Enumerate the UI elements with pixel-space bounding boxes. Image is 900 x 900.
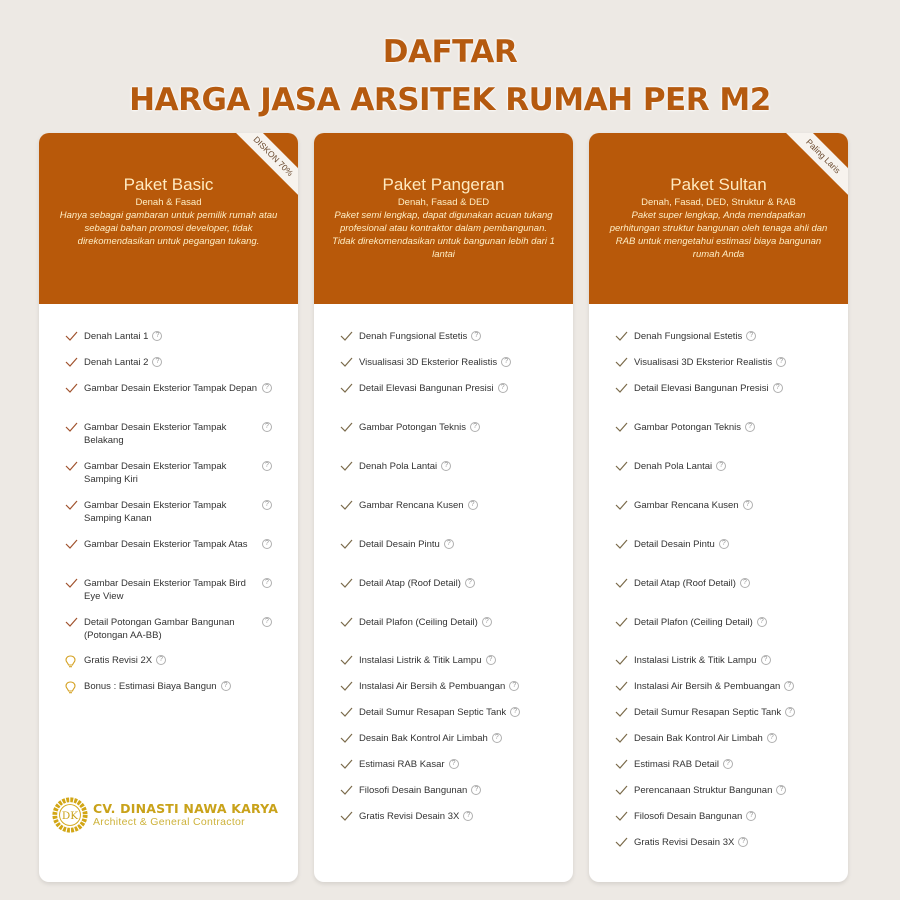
best-seller-ribbon: Paling Laris (777, 133, 848, 202)
feature-item (615, 499, 753, 514)
feature-label: Gambar Potongan Teknis (634, 422, 742, 433)
feature-label: Visualisasi 3D Eksterior Realistis (634, 357, 773, 368)
check-icon (340, 461, 354, 475)
help-icon[interactable]: ? (509, 681, 519, 691)
feature-label: Gambar Potongan Teknis (359, 422, 467, 433)
feature-item (65, 538, 272, 553)
feature-item (65, 356, 162, 371)
feature-item (615, 836, 748, 851)
help-icon[interactable]: ? (757, 617, 767, 627)
check-icon (65, 617, 79, 631)
check-icon (615, 500, 629, 514)
check-icon (340, 759, 354, 773)
lightbulb-icon (65, 655, 79, 672)
check-icon (340, 617, 354, 631)
help-icon[interactable]: ? (262, 617, 272, 627)
feature-label: Gambar Desain Eksterior Tampak Samping Kiri (84, 461, 227, 485)
feature-label: Gambar Rencana Kusen (359, 500, 464, 511)
feature-label: Filosofi Desain Bangunan (359, 785, 468, 796)
title-line-1: DAFTAR (382, 34, 518, 70)
feature-item (65, 499, 272, 525)
check-icon (340, 331, 354, 345)
feature-label: Detail Elevasi Bangunan Presisi (359, 383, 494, 394)
help-icon[interactable]: ? (740, 578, 750, 588)
feature-item (340, 330, 481, 345)
svg-text:DK: DK (61, 809, 79, 822)
check-icon (65, 539, 79, 553)
feature-label: Denah Lantai 2 (84, 357, 149, 368)
check-icon (615, 837, 629, 851)
package-header (314, 133, 573, 304)
feature-label: Detail Potongan Gambar Bangunan (Potongan AA-BB) (84, 617, 235, 641)
feature-label: Detail Desain Pintu (359, 539, 440, 550)
check-icon (340, 500, 354, 514)
check-icon (615, 681, 629, 695)
feature-label: Instalasi Listrik & Titik Lampu (634, 655, 757, 666)
help-icon[interactable]: ? (152, 331, 162, 341)
feature-label: Estimasi RAB Kasar (359, 759, 445, 770)
feature-label: Detail Desain Pintu (634, 539, 715, 550)
package-subtitle: Denah, Fasad, DED, Struktur & RAB (641, 197, 796, 208)
feature-label: Gratis Revisi Desain 3X (359, 811, 460, 822)
logo-mark-icon (51, 796, 89, 834)
help-icon[interactable]: ? (262, 383, 272, 393)
check-icon (65, 461, 79, 475)
feature-label: Desain Bak Kontrol Air Limbah (634, 733, 763, 744)
help-icon[interactable]: ? (761, 655, 771, 665)
help-icon[interactable]: ? (449, 759, 459, 769)
feature-item (615, 680, 794, 695)
feature-label: Detail Plafon (Ceiling Detail) (359, 617, 478, 628)
package-description: Paket semi lengkap, dapat digunakan acuan tukang profesional atau kontraktor dalam pembangunan. Tidak direkomendasikan untuk bangunan lebih dari 1 lantai (332, 210, 555, 260)
check-icon (615, 578, 629, 592)
feature-item (65, 577, 272, 603)
feature-item (340, 499, 478, 514)
lightbulb-icon (65, 681, 79, 698)
company-logo (51, 796, 278, 834)
help-icon[interactable]: ? (767, 733, 777, 743)
package-header (39, 133, 298, 304)
feature-item (615, 810, 756, 825)
feature-item (340, 538, 454, 553)
help-icon[interactable]: ? (738, 837, 748, 847)
feature-label: Gambar Rencana Kusen (634, 500, 739, 511)
feature-item (340, 460, 451, 475)
check-icon (65, 578, 79, 592)
check-icon (615, 655, 629, 669)
help-icon[interactable]: ? (471, 785, 481, 795)
feature-label: Detail Plafon (Ceiling Detail) (634, 617, 753, 628)
feature-item (340, 680, 519, 695)
check-icon (340, 785, 354, 799)
help-icon[interactable]: ? (776, 357, 786, 367)
feature-label: Detail Elevasi Bangunan Presisi (634, 383, 769, 394)
help-icon[interactable]: ? (776, 785, 786, 795)
check-icon (65, 422, 79, 436)
check-icon (615, 539, 629, 553)
package-title: Paket Pangeran (382, 175, 505, 194)
help-icon[interactable]: ? (262, 539, 272, 549)
help-icon[interactable]: ? (468, 500, 478, 510)
discount-ribbon: DISKON 70% (227, 133, 298, 202)
check-icon (615, 733, 629, 747)
help-icon[interactable]: ? (471, 331, 481, 341)
feature-item (340, 810, 473, 825)
title-line-2: HARGA JASA ARSITEK RUMAH PER M2 (129, 82, 771, 118)
check-icon (340, 681, 354, 695)
package-description: Hanya sebagai gambaran untuk pemilik rumah atau sebagai bahan promosi developer, tidak direkomendasikan untuk pegangan tukang. (59, 210, 278, 247)
help-icon[interactable]: ? (262, 422, 272, 432)
help-icon[interactable]: ? (492, 733, 502, 743)
feature-label: Perencanaan Struktur Bangunan (634, 785, 773, 796)
feature-item (340, 356, 511, 371)
help-icon[interactable]: ? (152, 357, 162, 367)
check-icon (340, 357, 354, 371)
feature-item (615, 732, 777, 747)
check-icon (65, 500, 79, 514)
feature-label: Detail Atap (Roof Detail) (634, 578, 736, 589)
feature-label: Instalasi Air Bersih & Pembuangan (634, 681, 781, 692)
feature-label: Gratis Revisi 2X (84, 655, 153, 666)
check-icon (65, 357, 79, 371)
feature-item (615, 616, 767, 631)
feature-item (615, 784, 786, 799)
feature-item (615, 654, 771, 669)
help-icon[interactable]: ? (784, 681, 794, 691)
feature-label: Visualisasi 3D Eksterior Realistis (359, 357, 498, 368)
feature-item (340, 758, 459, 773)
feature-item (615, 382, 783, 397)
feature-item (340, 616, 492, 631)
package-title: Paket Basic (123, 175, 214, 194)
package-subtitle: Denah & Fasad (135, 197, 202, 208)
check-icon (340, 655, 354, 669)
feature-label: Gambar Desain Eksterior Tampak Samping Kanan (84, 500, 227, 524)
help-icon[interactable]: ? (785, 707, 795, 717)
help-icon[interactable]: ? (262, 500, 272, 510)
feature-item (65, 382, 272, 397)
feature-item (615, 758, 733, 773)
feature-item (340, 784, 481, 799)
feature-item (615, 330, 756, 345)
help-icon[interactable]: ? (262, 578, 272, 588)
help-icon[interactable]: ? (444, 539, 454, 549)
check-icon (340, 422, 354, 436)
help-icon[interactable]: ? (465, 578, 475, 588)
check-icon (615, 811, 629, 825)
help-icon[interactable]: ? (470, 422, 480, 432)
check-icon (615, 422, 629, 436)
feature-item (65, 330, 162, 345)
help-icon[interactable]: ? (745, 422, 755, 432)
feature-label: Denah Fungsional Estetis (359, 331, 468, 342)
feature-label: Gambar Desain Eksterior Tampak Bird Eye View (84, 578, 246, 602)
help-icon[interactable]: ? (156, 655, 166, 665)
feature-label: Instalasi Listrik & Titik Lampu (359, 655, 482, 666)
help-icon[interactable]: ? (723, 759, 733, 769)
feature-label: Gambar Desain Eksterior Tampak Depan (84, 383, 258, 394)
feature-label: Instalasi Air Bersih & Pembuangan (359, 681, 506, 692)
feature-item (340, 732, 502, 747)
help-icon[interactable]: ? (746, 811, 756, 821)
check-icon (340, 707, 354, 721)
feature-item (65, 616, 272, 642)
check-icon (615, 785, 629, 799)
feature-label: Detail Sumur Resapan Septic Tank (359, 707, 507, 718)
feature-label: Gratis Revisi Desain 3X (634, 837, 735, 848)
help-icon[interactable]: ? (746, 331, 756, 341)
check-icon (615, 331, 629, 345)
feature-item (615, 538, 729, 553)
feature-label: Denah Pola Lantai (359, 461, 438, 472)
feature-item (65, 654, 166, 672)
page-title (0, 28, 900, 124)
feature-label: Bonus : Estimasi Biaya Bangun (84, 681, 217, 692)
check-icon (615, 383, 629, 397)
check-icon (615, 759, 629, 773)
check-icon (65, 331, 79, 345)
feature-label: Gambar Desain Eksterior Tampak Atas (84, 539, 248, 550)
feature-item (340, 706, 520, 721)
package-header (589, 133, 848, 304)
feature-item (615, 356, 786, 371)
check-icon (615, 617, 629, 631)
help-icon[interactable]: ? (221, 681, 231, 691)
feature-item (615, 706, 795, 721)
feature-label: Gambar Desain Eksterior Tampak Belakang (84, 422, 227, 446)
help-icon[interactable]: ? (441, 461, 451, 471)
help-icon[interactable]: ? (743, 500, 753, 510)
check-icon (340, 811, 354, 825)
feature-item (65, 421, 272, 447)
feature-item (615, 577, 750, 592)
check-icon (615, 707, 629, 721)
logo-name: CV. DINASTI NAWA KARYA (93, 801, 279, 816)
help-icon[interactable]: ? (262, 461, 272, 471)
logo-tagline: Architect & General Contractor (93, 816, 245, 828)
feature-item (340, 382, 508, 397)
check-icon (340, 578, 354, 592)
feature-label: Desain Bak Kontrol Air Limbah (359, 733, 488, 744)
help-icon[interactable]: ? (501, 357, 511, 367)
feature-label: Denah Pola Lantai (634, 461, 713, 472)
feature-label: Denah Fungsional Estetis (634, 331, 743, 342)
feature-item (65, 680, 231, 698)
package-card-basic (39, 133, 298, 882)
check-icon (340, 539, 354, 553)
help-icon[interactable]: ? (498, 383, 508, 393)
package-subtitle: Denah, Fasad & DED (397, 197, 490, 208)
help-icon[interactable]: ? (719, 539, 729, 549)
check-icon (615, 461, 629, 475)
check-icon (615, 357, 629, 371)
check-icon (340, 733, 354, 747)
check-icon (65, 383, 79, 397)
feature-item (615, 460, 726, 475)
feature-label: Estimasi RAB Detail (634, 759, 719, 770)
feature-item (340, 654, 496, 669)
package-title: Paket Sultan (670, 175, 767, 194)
help-icon[interactable]: ? (463, 811, 473, 821)
feature-item (340, 421, 480, 436)
package-description: Paket super lengkap, Anda mendapatkan perhitungan struktur bangunan oleh tenaga ahli dan RAB untuk mengetahui estimasi biaya bangunan rumah Anda (609, 210, 828, 260)
help-icon[interactable]: ? (510, 707, 520, 717)
feature-label: Detail Sumur Resapan Septic Tank (634, 707, 782, 718)
help-icon[interactable]: ? (773, 383, 783, 393)
feature-label: Detail Atap (Roof Detail) (359, 578, 461, 589)
package-card-sultan (589, 133, 848, 882)
help-icon[interactable]: ? (482, 617, 492, 627)
feature-label: Denah Lantai 1 (84, 331, 149, 342)
feature-item (615, 421, 755, 436)
help-icon[interactable]: ? (486, 655, 496, 665)
feature-item (65, 460, 272, 486)
feature-label: Filosofi Desain Bangunan (634, 811, 743, 822)
feature-item (340, 577, 475, 592)
package-card-pangeran (314, 133, 573, 882)
check-icon (340, 383, 354, 397)
help-icon[interactable]: ? (716, 461, 726, 471)
